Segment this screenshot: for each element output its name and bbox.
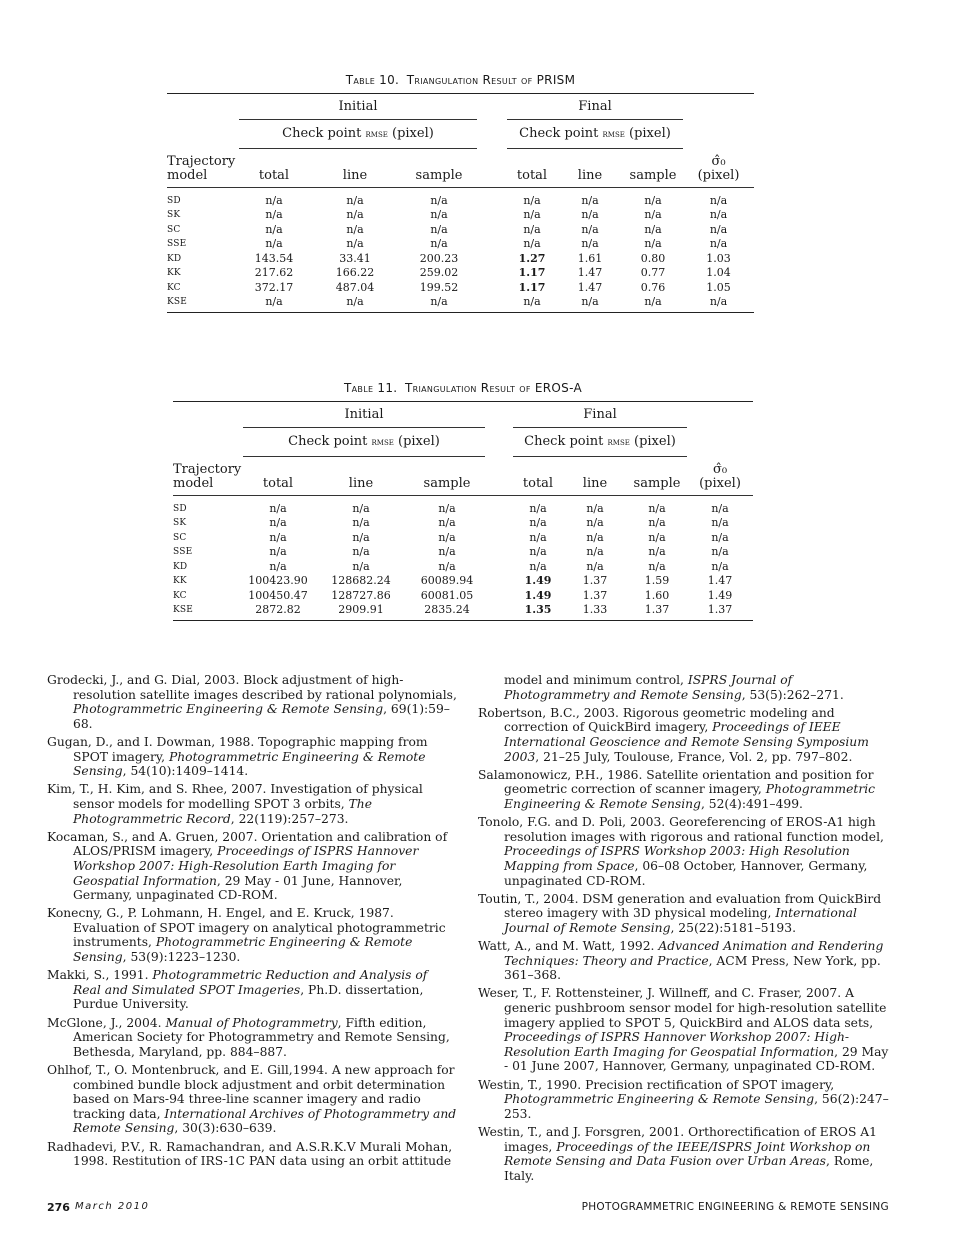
final-rmse-subheader: Check point rmse (pixel) xyxy=(507,120,683,149)
row-model-cell: KD xyxy=(173,561,188,572)
initial-line-cell: n/a xyxy=(352,545,370,558)
final-sample-cell: n/a xyxy=(644,193,662,207)
row-model-cell: KD xyxy=(167,253,182,264)
initial-line-cell: n/a xyxy=(346,222,364,236)
initial-line-cell: n/a xyxy=(346,237,364,250)
initial-sample-cell: n/a xyxy=(430,222,448,236)
final-total-cell: 1.49 xyxy=(524,588,552,602)
initial-total-cell: n/a xyxy=(269,501,287,515)
spacer-cell xyxy=(477,223,507,238)
col-final-sample: sample xyxy=(627,457,687,496)
initial-sample-cell: 2835.24 xyxy=(409,603,485,620)
table-10 xyxy=(167,73,754,313)
initial-sample-cell: n/a xyxy=(438,530,456,544)
spacer-cell xyxy=(485,603,513,620)
final-total-cell: n/a xyxy=(523,237,541,250)
col-trajectory-model: Trajectory model xyxy=(173,457,243,496)
initial-sample-cell: 259.02 xyxy=(419,266,459,279)
table-row xyxy=(173,560,753,575)
final-total-cell: 1.17 xyxy=(518,280,546,294)
table-row xyxy=(173,574,753,589)
initial-sample-cell: n/a xyxy=(430,237,448,250)
initial-sample-cell: n/a xyxy=(430,193,448,207)
journal-name: PHOTOGRAMMETRIC ENGINEERING & REMOTE SENSING xyxy=(581,1201,889,1213)
final-line-cell: n/a xyxy=(586,559,604,573)
row-model-cell: SC xyxy=(173,532,187,543)
spacer-cell xyxy=(485,560,513,575)
final-line-cell: 1.47 xyxy=(577,266,603,279)
group-initial-header: Initial xyxy=(344,407,384,422)
col-final-total: total xyxy=(513,457,563,496)
table-row xyxy=(173,589,753,604)
final-sample-cell: 1.60 xyxy=(644,588,670,602)
col-final-sample: sample xyxy=(623,149,683,188)
table-row xyxy=(167,252,754,267)
sigma-cell: n/a xyxy=(709,193,728,207)
reference-continuation: model and minimum control, ISPRS Journal of Photogrammetry and Remote Sensing, 53(5):262–271. xyxy=(504,673,844,702)
initial-sample-cell: 199.52 xyxy=(419,280,459,294)
sigma-cell: n/a xyxy=(709,237,728,250)
spacer-cell xyxy=(485,495,513,516)
initial-sample-cell: 60089.94 xyxy=(420,574,474,587)
group-final-header: Final xyxy=(578,99,612,114)
initial-total-cell: 143.54 xyxy=(254,251,294,265)
initial-total-cell: 2872.82 xyxy=(243,603,313,620)
initial-sample-cell: n/a xyxy=(401,295,477,312)
spacer-cell xyxy=(485,574,513,589)
references-left-column xyxy=(47,673,459,1172)
table-row xyxy=(173,545,753,560)
final-total-cell: n/a xyxy=(523,222,541,236)
final-total-cell: 1.17 xyxy=(518,266,546,279)
spacer-cell xyxy=(477,266,507,281)
col-final-line: line xyxy=(563,457,627,496)
initial-sample-cell: n/a xyxy=(438,501,456,515)
row-model-cell: SSE xyxy=(173,547,193,557)
final-total-cell: n/a xyxy=(529,545,547,558)
reference-entry: Kocaman, S., and A. Gruen, 2007. Orientation and calibration of ALOS/PRISM imagery, Proceedings of ISPRS Hannover Workshop 2007: High-Resolution Earth Imaging for Geospatial Information, 29 May - 01 June, Hannover, Germany, unpaginated CD-ROM. xyxy=(47,829,448,903)
final-total-cell: n/a xyxy=(523,208,541,221)
table-row xyxy=(173,603,753,620)
sigma-cell: 1.37 xyxy=(687,603,753,620)
table-11-title: Triangulation Result of EROS-A xyxy=(405,381,582,395)
initial-line-cell: n/a xyxy=(352,559,370,573)
final-line-cell: n/a xyxy=(557,295,623,312)
row-model-cell: KK xyxy=(167,268,181,278)
final-sample-cell: 0.77 xyxy=(640,266,666,279)
reference-entry: Kim, T., H. Kim, and S. Rhee, 2007. Investigation of physical sensor models for modelling SPOT 3 orbits, The Photogrammetric Record, 22(119):257–273. xyxy=(47,782,423,826)
spacer-cell xyxy=(485,516,513,531)
reference-entry: Tonolo, F.G. and D. Poli, 2003. Georeferencing of EROS-A1 high resolution images with rigorous and rational function model, Proceedings of ISPRS Workshop 2003: High Resolution Mapping from Space, 06–08 October, Hannover, Germany, unpaginated CD-ROM. xyxy=(478,815,884,888)
final-line-cell: n/a xyxy=(586,501,604,515)
col-initial-line: line xyxy=(313,457,409,496)
sigma-cell: n/a xyxy=(709,208,728,221)
sigma-cell: n/a xyxy=(683,295,754,312)
final-rmse-subheader: Check point rmse (pixel) xyxy=(513,428,687,457)
reference-entry: Westin, T., 1990. Precision rectification of SPOT imagery, Photogrammetric Engineering & Remote Sensing, 56(2):247–253. xyxy=(478,1077,889,1121)
sigma-cell: n/a xyxy=(711,516,729,529)
sigma-cell: n/a xyxy=(711,559,729,573)
table-11-body xyxy=(173,495,753,620)
sigma-cell: 1.47 xyxy=(707,574,733,587)
initial-total-cell: 217.62 xyxy=(254,266,294,279)
sigma-cell: 1.04 xyxy=(706,266,731,279)
spacer-cell xyxy=(477,281,507,296)
final-sample-cell: n/a xyxy=(644,208,662,221)
col-final-line: line xyxy=(557,149,623,188)
initial-line-cell: n/a xyxy=(309,295,401,312)
initial-total-cell: n/a xyxy=(239,295,309,312)
group-initial-header: Initial xyxy=(338,99,378,114)
sigma-cell: n/a xyxy=(711,545,729,558)
col-initial-line: line xyxy=(309,149,401,188)
final-line-cell: 1.61 xyxy=(577,251,603,265)
final-sample-cell: n/a xyxy=(648,559,666,573)
row-model-cell: KK xyxy=(173,576,187,586)
table-10-title: Triangulation Result of PRISM xyxy=(406,73,576,87)
row-model-cell: SK xyxy=(167,210,181,220)
col-initial-total: total xyxy=(243,457,313,496)
sigma-cell: 1.05 xyxy=(706,280,731,294)
spacer-cell xyxy=(485,589,513,604)
sigma-cell: n/a xyxy=(711,501,729,515)
final-sample-cell: 1.59 xyxy=(644,574,670,587)
final-sample-cell: 1.37 xyxy=(627,603,687,620)
initial-rmse-subheader: Check point rmse (pixel) xyxy=(243,428,485,457)
final-total-cell: n/a xyxy=(529,501,547,515)
final-sample-cell: n/a xyxy=(644,237,662,250)
initial-line-cell: n/a xyxy=(352,501,370,515)
table-row xyxy=(167,281,754,296)
table-row xyxy=(173,495,753,516)
initial-line-cell: n/a xyxy=(346,208,364,221)
reference-entry: Grodecki, J., and G. Dial, 2003. Block adjustment of high-resolution satellite images described by rational polynomials, Photogrammetric Engineering & Remote Sensing, 69(1):59–68. xyxy=(47,673,457,731)
final-line-cell: n/a xyxy=(581,237,599,250)
initial-total-cell: n/a xyxy=(265,208,283,221)
initial-total-cell: n/a xyxy=(269,545,287,558)
final-total-cell: n/a xyxy=(523,193,541,207)
table-11-grid xyxy=(173,401,753,621)
final-sample-cell: n/a xyxy=(648,530,666,544)
table-row xyxy=(167,187,754,208)
initial-line-cell: 2909.91 xyxy=(313,603,409,620)
row-model-cell: KC xyxy=(167,282,181,293)
initial-line-cell: 33.41 xyxy=(339,251,371,265)
table-row xyxy=(173,516,753,531)
final-sample-cell: n/a xyxy=(648,501,666,515)
final-sample-cell: n/a xyxy=(648,545,666,558)
reference-entry: Konecny, G., P. Lohmann, H. Engel, and E. Kruck, 1987. Evaluation of SPOT imagery on analytical photogrammetric instruments, Photogrammetric Engineering & Remote Sensing, 53(9):1223–1230. xyxy=(47,906,446,965)
sigma-cell: 1.03 xyxy=(706,251,731,265)
table-10-grid xyxy=(167,93,754,313)
final-line-cell: n/a xyxy=(586,530,604,544)
col-final-total: total xyxy=(507,149,557,188)
col-initial-sample: sample xyxy=(409,457,485,496)
initial-total-cell: 372.17 xyxy=(254,280,294,294)
reference-entry: Weser, T., F. Rottensteiner, J. Willneff, and C. Fraser, 2007. A generic pushbroom sensor model for high-resolution satellite imagery applied to SPOT 5, QuickBird and ALOS data sets, Proceedings of ISPRS Hannover Workshop 2007: High-Resolution Earth Imaging for Geospatial Information, 29 May - 01 June 2007, Hannover, Germany, unpaginated CD-ROM. xyxy=(478,986,889,1074)
col-initial-sample: sample xyxy=(401,149,477,188)
spacer-cell xyxy=(477,187,507,208)
row-model-cell: SSE xyxy=(167,239,187,249)
initial-line-cell: n/a xyxy=(346,193,364,207)
initial-total-cell: 100423.90 xyxy=(248,574,308,587)
initial-line-cell: 166.22 xyxy=(335,266,375,279)
reference-entry: Radhadevi, P.V., R. Ramachandran, and A.S.R.K.V Murali Mohan, 1998. Restitution of IRS-1C PAN data using an orbit attitude xyxy=(47,1139,453,1169)
sigma-cell: n/a xyxy=(709,222,728,236)
reference-entry: Gugan, D., and I. Dowman, 1988. Topographic mapping from SPOT imagery, Photogrammetric Engineering & Remote Sensing, 54(10):1409–1414. xyxy=(47,734,428,779)
initial-total-cell: n/a xyxy=(265,193,283,207)
table-row xyxy=(173,531,753,546)
initial-total-cell: n/a xyxy=(265,222,283,236)
final-line-cell: n/a xyxy=(586,545,604,558)
final-line-cell: n/a xyxy=(586,516,604,529)
final-total-cell: 1.49 xyxy=(524,574,552,587)
initial-line-cell: 487.04 xyxy=(335,280,375,294)
row-model-cell: SD xyxy=(167,195,181,206)
final-line-cell: 1.37 xyxy=(582,574,608,587)
row-model-cell: SK xyxy=(173,518,187,528)
col-initial-total: total xyxy=(239,149,309,188)
final-total-cell: n/a xyxy=(529,530,547,544)
col-trajectory-model: Trajectory model xyxy=(167,149,239,188)
final-total-cell: 1.27 xyxy=(518,251,546,265)
final-line-cell: 1.47 xyxy=(577,280,603,294)
final-sample-cell: 0.76 xyxy=(640,280,666,294)
row-model-cell: KC xyxy=(173,590,187,601)
table-row xyxy=(167,266,754,281)
reference-entry: Makki, S., 1991. Photogrammetric Reduction and Analysis of Real and Simulated SPOT Imageries, Ph.D. dissertation, Purdue University. xyxy=(47,968,428,1012)
final-line-cell: n/a xyxy=(581,208,599,221)
reference-entry: Salamonowicz, P.H., 1986. Satellite orientation and position for geometric correction of scanner imagery, Photogrammetric Engineering & Remote Sensing, 52(4):491–499. xyxy=(478,767,876,811)
initial-line-cell: n/a xyxy=(352,516,370,529)
final-total-cell: n/a xyxy=(529,559,547,573)
row-model-cell: KSE xyxy=(167,295,239,312)
col-sigma: σ̂₀ (pixel) xyxy=(687,457,753,496)
spacer-cell xyxy=(485,545,513,560)
initial-sample-cell: 60081.05 xyxy=(420,588,474,602)
initial-total-cell: n/a xyxy=(269,559,287,573)
table-11-caption xyxy=(173,381,753,395)
reference-entry: Westin, T., and J. Forsgren, 2001. Orthorectification of EROS A1 images, Proceedings of the IEEE/ISPRS Joint Workshop on Remote Sensing and Data Fusion over Urban Areas, Rome, Italy. xyxy=(478,1124,877,1183)
spacer-cell xyxy=(477,237,507,252)
initial-sample-cell: 200.23 xyxy=(419,251,459,265)
table-row xyxy=(167,208,754,223)
sigma-cell: n/a xyxy=(711,530,729,544)
initial-total-cell: n/a xyxy=(269,516,287,529)
reference-entry: Watt, A., and M. Watt, 1992. Advanced Animation and Rendering Techniques: Theory and Practice, ACM Press, New York, pp. 361–368. xyxy=(478,939,884,983)
initial-line-cell: 128682.24 xyxy=(331,574,391,587)
table-row xyxy=(167,237,754,252)
spacer-cell xyxy=(477,208,507,223)
col-sigma: σ̂₀ (pixel) xyxy=(683,149,754,188)
initial-rmse-subheader: Check point rmse (pixel) xyxy=(239,120,477,149)
page-number: 276 xyxy=(47,1201,70,1214)
table-row xyxy=(167,295,754,312)
table-10-body xyxy=(167,187,754,312)
group-final-header: Final xyxy=(583,407,617,422)
initial-line-cell: 128727.86 xyxy=(331,588,391,602)
reference-entry: Ohlhof, T., O. Montenbruck, and E. Gill,1994. A new approach for combined bundle block adjustment and orbit determination based on Mars-94 three-line scanner imagery and radio tracking data, International Archives of Photogrammetry and Remote Sensing, 30(3):630–639. xyxy=(47,1063,457,1136)
row-model-cell: SD xyxy=(173,503,187,514)
page-footer xyxy=(47,1201,889,1217)
final-line-cell: n/a xyxy=(581,193,599,207)
sigma-cell: 1.49 xyxy=(707,588,733,602)
spacer-cell xyxy=(485,531,513,546)
initial-total-cell: 100450.47 xyxy=(248,588,308,602)
initial-total-cell: n/a xyxy=(269,530,287,544)
initial-sample-cell: n/a xyxy=(430,208,448,221)
spacer-cell xyxy=(477,295,507,312)
row-model-cell: KSE xyxy=(173,603,243,620)
final-sample-cell: n/a xyxy=(623,295,683,312)
table-10-caption xyxy=(167,73,754,87)
initial-sample-cell: n/a xyxy=(438,545,456,558)
initial-line-cell: n/a xyxy=(352,530,370,544)
final-line-cell: 1.33 xyxy=(563,603,627,620)
final-sample-cell: n/a xyxy=(648,516,666,529)
issue-date: March 2010 xyxy=(75,1201,150,1212)
final-sample-cell: n/a xyxy=(644,222,662,236)
final-total-cell: n/a xyxy=(529,516,547,529)
final-total-cell: 1.35 xyxy=(513,603,563,620)
final-sample-cell: 0.80 xyxy=(640,251,666,265)
table-11 xyxy=(173,381,753,621)
reference-entry: Robertson, B.C., 2003. Rigorous geometric modeling and correction of QuickBird imagery, Proceedings of IEEE International Geoscience and Remote Sensing Symposium 2003, 21–25 July, Toulouse, France, Vol. 2, pp. 797–802. xyxy=(478,705,869,764)
table-10-number: Table 10. xyxy=(345,73,400,87)
initial-sample-cell: n/a xyxy=(438,516,456,529)
spacer-cell xyxy=(477,252,507,267)
final-total-cell: n/a xyxy=(507,295,557,312)
table-11-number: Table 11. xyxy=(344,381,398,395)
final-line-cell: 1.37 xyxy=(582,588,608,602)
initial-total-cell: n/a xyxy=(265,237,283,250)
reference-entry: Toutin, T., 2004. DSM generation and evaluation from QuickBird stereo imagery with 3D physical modeling, International Journal of Remote Sensing, 25(22):5181–5193. xyxy=(478,891,882,935)
row-model-cell: SC xyxy=(167,224,181,235)
reference-entry: McGlone, J., 2004. Manual of Photogrammetry, Fifth edition, American Society for Photogrammetry and Remote Sensing, Bethesda, Maryland, pp. 884–887. xyxy=(47,1015,450,1059)
initial-sample-cell: n/a xyxy=(438,559,456,573)
final-line-cell: n/a xyxy=(581,222,599,236)
table-row xyxy=(167,223,754,238)
references-right-column xyxy=(478,673,892,1187)
